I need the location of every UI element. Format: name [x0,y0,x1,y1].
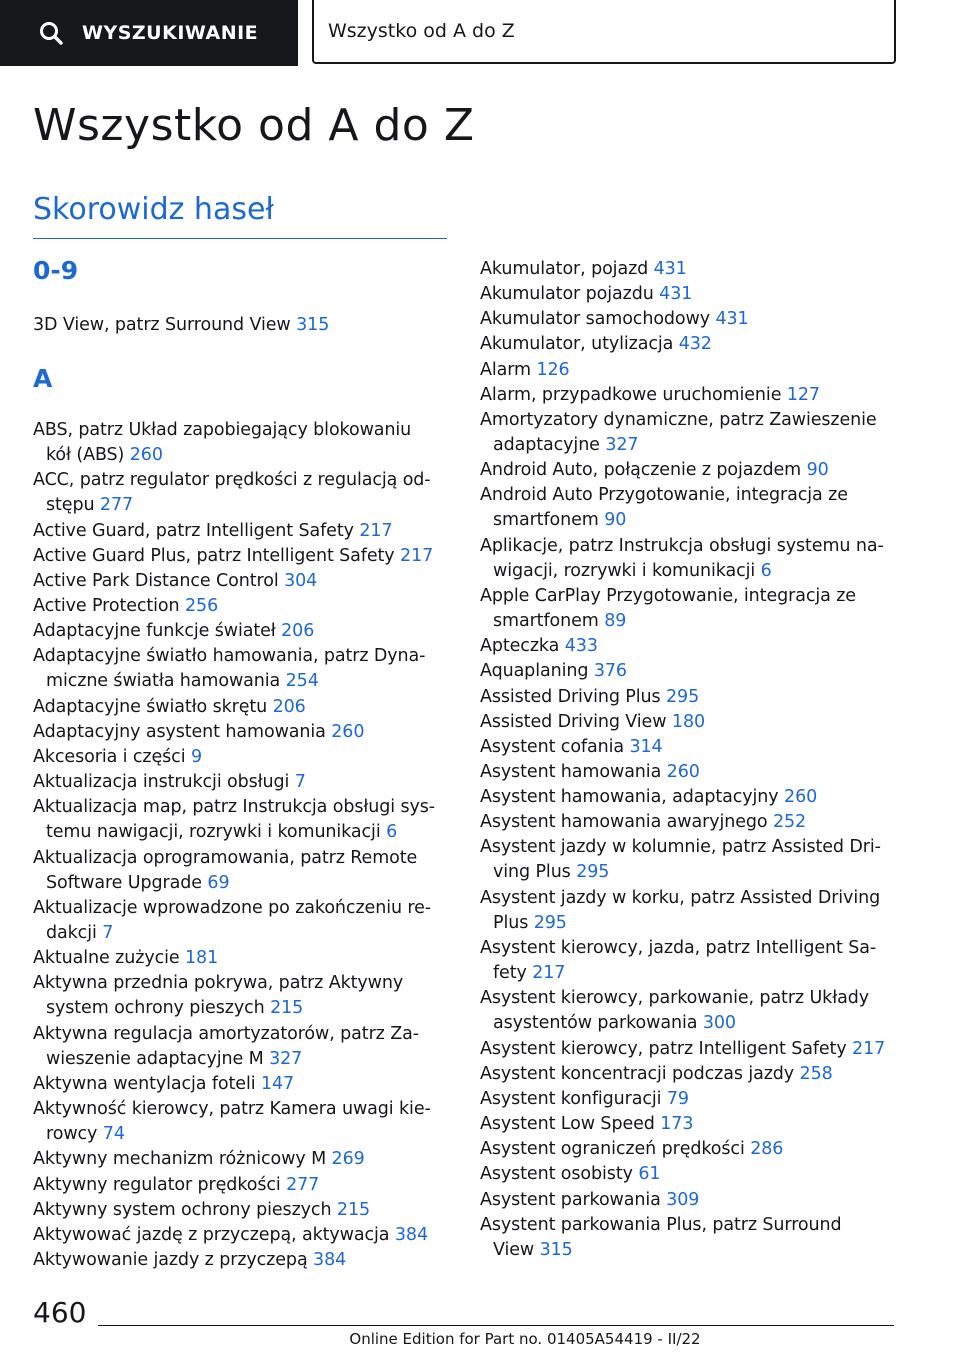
index-entry [33,1248,453,1273]
index-page-link[interactable]: 217 [359,520,393,541]
index-entry-text: Adaptacyjne funkcje świateł [33,621,276,642]
index-subtitle: Skorowidz haseł [33,192,274,227]
index-entry-continuation: system ochrony pieszych [46,998,265,1019]
index-entry-text: Aktualizacja map, patrz Instrukcja obsługi sys- [33,797,435,818]
index-page-link[interactable]: 69 [207,872,230,893]
index-entry [480,257,900,282]
edition-note: Online Edition for Part no. 01405A54419 - II/22 [349,1330,701,1348]
index-page-link[interactable]: 127 [786,384,820,405]
index-page-link[interactable]: 327 [605,434,639,455]
index-entry [480,1213,900,1263]
index-entry [33,971,453,1021]
index-entry [480,1062,900,1087]
index-page-link[interactable]: 260 [666,762,700,782]
index-entry [480,735,900,760]
search-tab[interactable] [0,0,298,66]
index-page-link[interactable]: 376 [593,661,627,682]
index-page-link[interactable]: 61 [638,1164,661,1185]
index-entry [33,770,453,795]
index-entry [33,1147,453,1172]
index-entry-text: Aktywować jazdę z przyczepą, aktywacja [33,1224,390,1245]
index-entry [480,835,900,885]
index-page-link[interactable]: 89 [604,610,627,631]
index-entry-continuation: kół (ABS) [46,445,125,465]
index-page-link[interactable]: 295 [666,686,700,707]
index-entry-text: Amortyzatory dynamiczne, patrz Zawieszenie [480,409,877,430]
index-entry-text: Assisted Driving Plus [480,686,661,707]
index-entry-continuation: wigacji, rozrywki i komunikacji [493,560,756,581]
index-entry [480,282,900,307]
index-entry [33,1173,453,1198]
index-entry-text: Asystent cofania [480,736,624,757]
index-entry-text: Asystent jazdy w kolumnie, patrz Assisted Dri- [480,837,881,858]
index-entry-text: Adaptacyjne światło hamowania, patrz Dyna- [33,646,426,667]
index-entry-text: Asystent hamowania awaryjnego [480,812,768,833]
index-entry-text: Assisted Driving View [480,711,667,732]
index-entry [33,695,453,720]
index-entry-text: Asystent kierowcy, parkowanie, patrz Układy [480,988,869,1009]
index-entry-continuation: wieszenie adaptacyjne M [46,1048,264,1069]
index-entry-text: Asystent hamowania, adaptacyjny [480,787,779,808]
index-entry-text: Aktualizacja oprogramowania, patrz Remote [33,847,418,868]
index-entry-continuation: smartfonem [493,610,599,631]
index-entry [480,1162,900,1187]
index-page-link[interactable]: 79 [666,1088,689,1109]
index-entry [33,1097,453,1147]
index-page-link[interactable]: 315 [539,1239,573,1260]
index-entry-text: Asystent ograniczeń prędkości [480,1139,745,1160]
index-page-link[interactable]: 90 [806,460,829,481]
index-entry [33,745,453,770]
index-entry [480,986,900,1036]
index-entry-text: Akumulator pojazdu [480,284,654,305]
index-entry-text: Asystent konfiguracji [480,1088,662,1109]
index-entry [480,584,900,634]
index-page-link[interactable]: 217 [400,545,434,566]
index-page-link[interactable]: 260 [331,721,365,742]
index-entry-text: Asystent parkowania Plus, patrz Surround [480,1214,842,1235]
index-page-link[interactable]: 304 [284,570,318,591]
index-entry [480,659,900,684]
index-page-link[interactable]: 295 [576,862,610,883]
index-page-link[interactable]: 431 [653,259,687,279]
index-entry [480,760,900,785]
index-entry-text: Android Auto Przygotowanie, integracja ze [480,485,848,506]
index-entry-text: Adaptacyjne światło skrętu [33,696,268,717]
index-entry [480,483,900,533]
index-entry [480,685,900,710]
index-entry-continuation: Software Upgrade [46,872,202,893]
index-entry [480,936,900,986]
index-entry-text: Asystent osobisty [480,1164,633,1185]
index-entry [480,383,900,408]
index-page-link[interactable]: 256 [185,596,219,617]
index-page-link[interactable]: 260 [784,787,818,808]
index-entry-text: Akcesoria i części [33,746,186,767]
index-entry [480,1112,900,1137]
index-entry-continuation: stępu [46,495,95,516]
index-entry-text: Asystent koncentracji podczas jazdy [480,1063,795,1084]
index-entry [33,594,453,619]
index-entry-text: Akumulator samochodowy [480,309,711,330]
index-page-link[interactable]: 315 [296,315,330,335]
index-page-link[interactable]: 258 [799,1063,833,1084]
index-page-link[interactable]: 9 [190,746,202,767]
index-entry [480,1037,900,1062]
index-page-link[interactable]: 277 [286,1174,320,1195]
index-page-link[interactable]: 147 [260,1073,295,1094]
footer-divider [98,1325,894,1326]
index-entry-text: Akumulator, pojazd [480,259,649,279]
index-page-link[interactable]: 181 [185,948,219,969]
search-icon [38,20,64,46]
index-entry [33,846,453,896]
section-heading-0-9: 0-9 [33,256,79,285]
index-entry-continuation: temu nawigacji, rozrywki i komunikacji [46,822,381,843]
index-entry-continuation: asystentów parkowania [493,1013,698,1034]
index-page-link[interactable]: 74 [102,1124,125,1145]
index-entry [33,795,453,845]
index-page-link[interactable]: 295 [533,912,567,933]
index-page-link[interactable]: 252 [772,812,807,833]
index-page-link[interactable]: 215 [336,1199,371,1220]
search-tab-label: WYSZUKIWANIE [82,22,259,44]
index-entry [33,544,453,569]
index-entry [480,1137,900,1162]
index-entry [33,1022,453,1072]
index-entry-continuation: rowcy [46,1124,98,1145]
index-entry-text: Asystent hamowania [480,762,662,782]
index-entry-text: Aktywna regulacja amortyzatorów, patrz Za- [33,1023,419,1044]
index-entry-continuation: smartfonem [493,510,599,531]
index-entry-continuation: miczne światła hamowania [46,671,281,692]
index-entry [480,408,900,458]
index-page-link[interactable]: 433 [564,636,598,657]
index-entry [33,569,453,594]
index-entry-text: Asystent kierowcy, jazda, patrz Intelligent Sa- [480,938,877,959]
index-entry [480,534,900,584]
index-entry-text: Android Auto, połączenie z pojazdem [480,460,802,481]
index-page-link[interactable]: 286 [750,1139,784,1160]
index-page-link[interactable]: 206 [281,621,315,642]
index-entry [480,785,900,810]
breadcrumb-tab[interactable] [312,0,896,64]
index-entry [480,634,900,659]
index-entry [480,710,900,735]
index-entry [33,644,453,694]
index-entry-text: Asystent parkowania [480,1189,661,1210]
page-title: Wszystko od A do Z [33,100,475,151]
index-entry-text: Active Park Distance Control [33,570,279,591]
index-entry-text: Aktualizacje wprowadzone po zakończeniu re- [33,897,431,918]
index-entry [33,1223,453,1248]
index-entry [33,1198,453,1223]
index-page-link[interactable]: 384 [394,1224,428,1245]
index-page-link[interactable]: 217 [852,1038,886,1059]
index-page-link[interactable]: 431 [715,309,749,330]
index-entry-text: Aktywna wentylacja foteli [33,1073,256,1094]
index-page-link[interactable]: 215 [270,998,304,1019]
index-entry [480,810,900,835]
index-entry-text: Apteczka [480,636,560,657]
index-entry-text: ABS, patrz Układ zapobiegający blokowaniu [33,420,412,440]
index-entry-continuation: View [493,1239,535,1260]
index-entry-text: Active Protection [33,596,180,617]
index-entry-text: Asystent jazdy w korku, patrz Assisted Driving [480,887,881,908]
index-entry [33,896,453,946]
index-page-link[interactable]: 277 [99,495,134,516]
index-entry [33,720,453,745]
index-entry-text: Aktualizacja instrukcji obsługi [33,772,290,793]
index-entry [33,946,453,971]
index-entry-text: Aktywny mechanizm różnicowy M [33,1149,327,1170]
index-entry-text: Aplikacje, patrz Instrukcja obsługi systemu na- [480,535,884,556]
index-entry [33,619,453,644]
section-heading-a: A [33,364,53,393]
index-page-link[interactable]: 180 [671,711,706,732]
index-page-link[interactable]: 431 [659,284,693,305]
index-entry-text: Active Guard, patrz Intelligent Safety [33,520,354,541]
index-entry-text: ACC, patrz regulator prędkości z regulacją od- [33,470,431,491]
index-entry [480,1087,900,1112]
index-entry-continuation: ving Plus [493,862,571,883]
index-entry-text: Asystent kierowcy, patrz Intelligent Safety [480,1038,847,1059]
index-entry-text: Asystent Low Speed [480,1114,655,1135]
index-entry [33,1072,453,1097]
index-entry [480,458,900,483]
index-entry-text: Aquaplaning [480,661,589,682]
index-page-link[interactable]: 254 [285,671,319,692]
index-entry [480,307,900,332]
index-entry-continuation: fety [493,963,527,984]
index-entry-text: Alarm, przypadkowe uruchomienie [480,384,782,405]
top-navigation-bar [0,0,960,66]
index-entry [33,418,453,468]
index-entry-text: 3D View, patrz Surround View [33,315,291,335]
subtitle-divider [33,238,447,239]
index-page-link[interactable]: 314 [629,736,663,757]
index-entry-text: Active Guard Plus, patrz Intelligent Safety [33,545,395,566]
index-page-link[interactable]: 327 [269,1048,303,1069]
index-entry-text: Alarm [480,359,531,380]
index-page-link[interactable]: 126 [536,359,570,380]
index-page-link[interactable]: 384 [313,1249,347,1270]
index-entry-continuation: adaptacyjne [493,434,600,455]
index-page-link[interactable]: 6 [386,822,398,843]
index-entry-text: Adaptacyjny asystent hamowania [33,721,326,742]
index-page-link[interactable]: 300 [702,1013,736,1034]
index-page-link[interactable]: 173 [660,1114,694,1135]
index-entry-text: Aktywność kierowcy, patrz Kamera uwagi kie- [33,1099,431,1120]
index-page-link[interactable]: 432 [678,334,712,355]
index-entry [480,332,900,357]
index-page-link[interactable]: 217 [532,963,566,984]
index-page-link[interactable]: 90 [604,510,627,531]
index-page-link[interactable]: 6 [760,560,772,581]
index-entry-text: Aktywny system ochrony pieszych [33,1199,332,1220]
index-entry [480,886,900,936]
index-entry [480,358,900,383]
index-entry-text: Aktywowanie jazdy z przyczepą [33,1249,308,1270]
index-entry [480,1188,900,1213]
index-page-link[interactable]: 309 [666,1189,700,1210]
index-page-link[interactable]: 206 [272,696,306,717]
index-page-link[interactable]: 7 [102,922,114,943]
index-entry-continuation: Plus [493,912,529,933]
page-number: 460 [33,1296,87,1329]
index-entry-text: Aktualne zużycie [33,948,180,969]
index-entry-text: Aktywny regulator prędkości [33,1174,281,1195]
index-page-link[interactable]: 260 [129,445,163,465]
index-entry [33,519,453,544]
index-entry [33,468,453,518]
index-entry [33,313,453,338]
breadcrumb-label: Wszystko od A do Z [328,20,515,42]
index-entry-text: Aktywna przednia pokrywa, patrz Aktywny [33,973,404,994]
index-entry-text: Apple CarPlay Przygotowanie, integracja ze [480,585,856,606]
index-entry-text: Akumulator, utylizacja [480,334,674,355]
index-page-link[interactable]: 269 [331,1149,365,1170]
index-entry-continuation: dakcji [46,922,97,943]
index-page-link[interactable]: 7 [294,772,306,793]
